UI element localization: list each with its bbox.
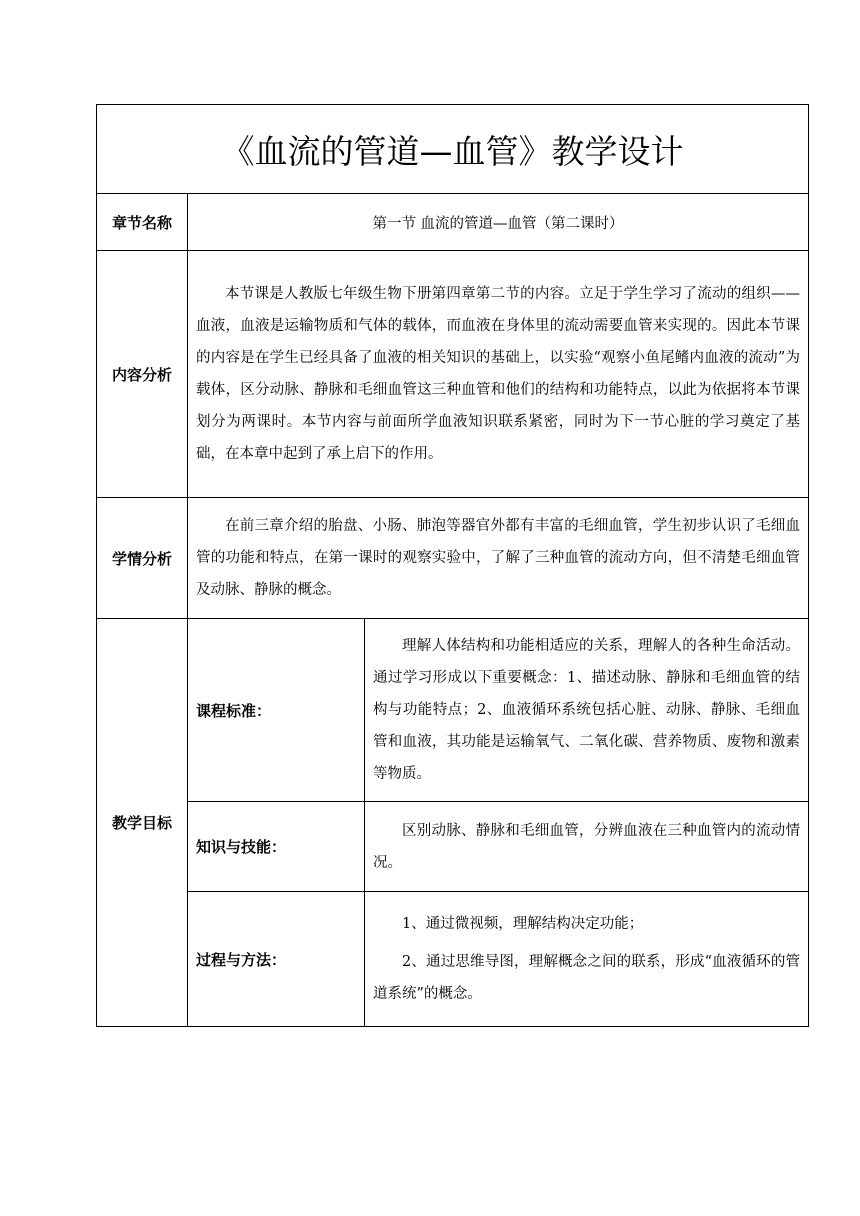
process-methods-text — [365, 892, 809, 1027]
content-analysis-label: 内容分析 — [97, 251, 188, 498]
chapter-label: 章节名称 — [97, 194, 188, 251]
process-methods-row — [97, 892, 809, 1027]
process-methods-label: 过程与方法： — [188, 892, 365, 1027]
learner-analysis-label: 学情分析 — [97, 498, 188, 619]
chapter-value: 第一节 血流的管道—血管（第二课时） — [188, 194, 809, 251]
curriculum-standard-label: 课程标准： — [188, 619, 365, 802]
knowledge-skills-text: 区别动脉、静脉和毛细血管，分辨血液在三种血管内的流动情况。 — [365, 802, 809, 892]
knowledge-skills-label: 知识与技能： — [188, 802, 365, 892]
content-analysis-row — [97, 251, 809, 498]
document-title: 《血流的管道—血管》教学设计 — [97, 105, 809, 194]
teaching-goals-label: 教学目标 — [97, 619, 188, 1027]
lesson-design-table — [96, 104, 809, 1027]
title-row — [97, 105, 809, 194]
chapter-row — [97, 194, 809, 251]
curriculum-standard-text: 理解人体结构和功能相适应的关系，理解人的各种生命活动。通过学习形成以下重要概念：1、描述动脉、静脉和毛细血管的结构与功能特点；2、血液循环系统包括心脏、动脉、静脉、毛细血管和血液，其功能是运输氧气、二氧化碳、营养物质、废物和激素等物质。 — [365, 619, 809, 802]
learner-analysis-text: 在前三章介绍的胎盘、小肠、肺泡等器官外都有丰富的毛细血管，学生初步认识了毛细血管的功能和特点，在第一课时的观察实验中，了解了三种血管的流动方向，但不清楚毛细血管及动脉、静脉的概念。 — [188, 498, 809, 619]
knowledge-skills-row — [97, 802, 809, 892]
curriculum-standard-row — [97, 619, 809, 802]
learner-analysis-row — [97, 498, 809, 619]
process-methods-item-1: 1、通过微视频，理解结构决定功能； — [402, 916, 644, 932]
content-analysis-text: 本节课是人教版七年级生物下册第四章第二节的内容。立足于学生学习了流动的组织——血液，血液是运输物质和气体的载体，而血液在身体里的流动需要血管来实现的。因此本节课的内容是在学生已经具备了血液的相关知识的基础上，以实验“观察小鱼尾鳍内血液的流动”为载体，区分动脉、静脉和毛细血管这三种血管和他们的结构和功能特点，以此为依据将本节课划分为两课时。本节内容与前面所学血液知识联系紧密，同时为下一节心脏的学习奠定了基础，在本章中起到了承上启下的作用。 — [188, 251, 809, 498]
process-methods-item-2: 2、通过思维导图，理解概念之间的联系，形成“血液循环的管道系统”的概念。 — [373, 954, 801, 1002]
